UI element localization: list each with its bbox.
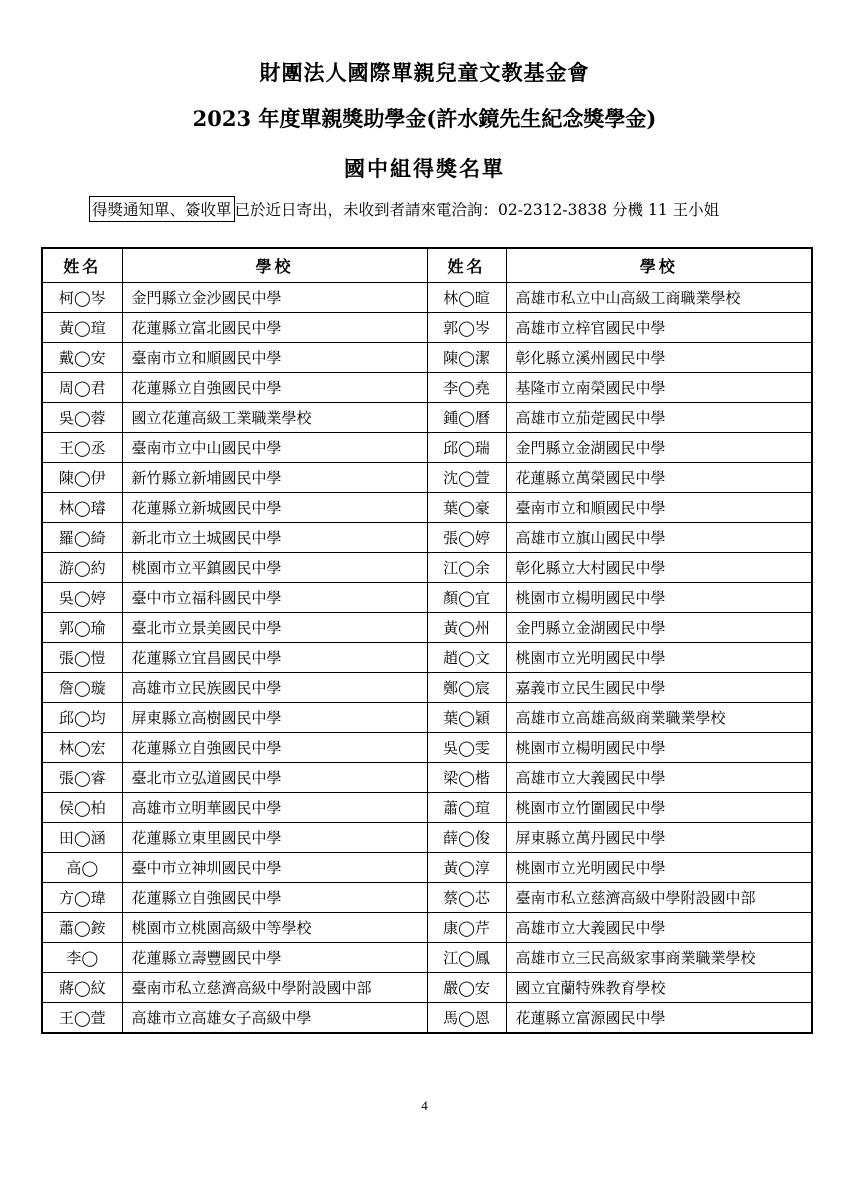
student-name-cell: 黃◯州 (427, 613, 506, 643)
school-cell: 花蓮縣立萬榮國民中學 (506, 463, 812, 493)
header-name-1: 姓名 (42, 248, 122, 283)
table-row (42, 463, 812, 493)
school-cell: 高雄市立高雄高級商業職業學校 (506, 703, 812, 733)
student-name-cell: 王◯萱 (42, 1003, 122, 1034)
student-name-cell: 郭◯瑜 (42, 613, 122, 643)
table-row (42, 493, 812, 523)
school-cell: 花蓮縣立自強國民中學 (122, 883, 427, 913)
student-name-cell: 田◯涵 (42, 823, 122, 853)
student-name-cell: 葉◯豪 (427, 493, 506, 523)
student-name-cell: 柯◯岑 (42, 283, 122, 313)
table-row (42, 613, 812, 643)
student-name-cell: 鄭◯宸 (427, 673, 506, 703)
school-cell: 國立宜蘭特殊教育學校 (506, 973, 812, 1003)
student-name-cell: 江◯余 (427, 553, 506, 583)
school-cell: 高雄市立高雄女子高級中學 (122, 1003, 427, 1034)
student-name-cell: 邱◯均 (42, 703, 122, 733)
notice-boxed-text: 得獎通知單、簽收單 (89, 196, 235, 222)
student-name-cell: 顏◯宜 (427, 583, 506, 613)
school-cell: 桃園市立平鎮國民中學 (122, 553, 427, 583)
student-name-cell: 江◯鳳 (427, 943, 506, 973)
school-cell: 國立花蓮高級工業職業學校 (122, 403, 427, 433)
page-number: 4 (421, 1098, 428, 1113)
school-cell: 高雄市立旗山國民中學 (506, 523, 812, 553)
awardee-table (41, 247, 813, 1034)
school-cell: 花蓮縣立宜昌國民中學 (122, 643, 427, 673)
table-row (42, 763, 812, 793)
student-name-cell: 蕭◯瑄 (427, 793, 506, 823)
student-name-cell: 羅◯綺 (42, 523, 122, 553)
school-cell: 彰化縣立大村國民中學 (506, 553, 812, 583)
school-cell: 花蓮縣立富源國民中學 (506, 1003, 812, 1034)
student-name-cell: 李◯堯 (427, 373, 506, 403)
student-name-cell: 高◯ (42, 853, 122, 883)
school-cell: 花蓮縣立東里國民中學 (122, 823, 427, 853)
student-name-cell: 林◯宏 (42, 733, 122, 763)
student-name-cell: 張◯愷 (42, 643, 122, 673)
school-cell: 桃園市立光明國民中學 (506, 853, 812, 883)
student-name-cell: 林◯璿 (42, 493, 122, 523)
header-school-1: 學校 (122, 248, 427, 283)
school-cell: 桃園市立光明國民中學 (506, 643, 812, 673)
student-name-cell: 吳◯蓉 (42, 403, 122, 433)
school-cell: 臺南市立和順國民中學 (506, 493, 812, 523)
table-row (42, 433, 812, 463)
table-row (42, 673, 812, 703)
school-cell: 臺南市立中山國民中學 (122, 433, 427, 463)
school-cell: 臺南市私立慈濟高級中學附設國中部 (506, 883, 812, 913)
school-cell: 花蓮縣立自強國民中學 (122, 373, 427, 403)
table-row (42, 943, 812, 973)
school-cell: 花蓮縣立新城國民中學 (122, 493, 427, 523)
table-row (42, 553, 812, 583)
school-cell: 桃園市立桃園高級中等學校 (122, 913, 427, 943)
student-name-cell: 葉◯穎 (427, 703, 506, 733)
student-name-cell: 王◯丞 (42, 433, 122, 463)
table-row (42, 283, 812, 313)
student-name-cell: 郭◯岑 (427, 313, 506, 343)
school-cell: 高雄市立民族國民中學 (122, 673, 427, 703)
student-name-cell: 周◯君 (42, 373, 122, 403)
table-row (42, 853, 812, 883)
student-name-cell: 鍾◯曆 (427, 403, 506, 433)
student-name-cell: 侯◯柏 (42, 793, 122, 823)
school-cell: 臺中市立福科國民中學 (122, 583, 427, 613)
school-cell: 彰化縣立溪州國民中學 (506, 343, 812, 373)
school-cell: 高雄市立大義國民中學 (506, 913, 812, 943)
table-row (42, 793, 812, 823)
table-row (42, 973, 812, 1003)
school-cell: 花蓮縣立富北國民中學 (122, 313, 427, 343)
student-name-cell: 沈◯萱 (427, 463, 506, 493)
table-row (42, 583, 812, 613)
school-cell: 桃園市立竹圍國民中學 (506, 793, 812, 823)
school-cell: 臺南市立和順國民中學 (122, 343, 427, 373)
notice-line (89, 196, 719, 222)
student-name-cell: 趙◯文 (427, 643, 506, 673)
student-name-cell: 嚴◯安 (427, 973, 506, 1003)
table-row (42, 373, 812, 403)
school-cell: 高雄市立三民高級家事商業職業學校 (506, 943, 812, 973)
student-name-cell: 黃◯瑄 (42, 313, 122, 343)
list-title: 國中組得獎名單 (344, 156, 505, 181)
student-name-cell: 詹◯璇 (42, 673, 122, 703)
school-cell: 臺中市立神圳國民中學 (122, 853, 427, 883)
student-name-cell: 黃◯淳 (427, 853, 506, 883)
table-row (42, 403, 812, 433)
school-cell: 桃園市立楊明國民中學 (506, 733, 812, 763)
school-cell: 新北市立土城國民中學 (122, 523, 427, 553)
scholarship-title: 2023 年度單親獎助學金(許水鏡先生紀念獎學金) (192, 106, 657, 131)
student-name-cell: 薛◯俊 (427, 823, 506, 853)
student-name-cell: 蕭◯銨 (42, 913, 122, 943)
table-header-row (42, 248, 812, 283)
table-row (42, 1003, 812, 1034)
school-cell: 金門縣立金湖國民中學 (506, 433, 812, 463)
school-cell: 高雄市立明華國民中學 (122, 793, 427, 823)
student-name-cell: 蔡◯芯 (427, 883, 506, 913)
student-name-cell: 陳◯潔 (427, 343, 506, 373)
school-cell: 屏東縣立萬丹國民中學 (506, 823, 812, 853)
student-name-cell: 林◯暄 (427, 283, 506, 313)
student-name-cell: 李◯ (42, 943, 122, 973)
table-row (42, 643, 812, 673)
table-row (42, 733, 812, 763)
table-row (42, 913, 812, 943)
org-title: 財團法人國際單親兒童文教基金會 (259, 60, 590, 85)
student-name-cell: 陳◯伊 (42, 463, 122, 493)
student-name-cell: 張◯婷 (427, 523, 506, 553)
student-name-cell: 蔣◯紋 (42, 973, 122, 1003)
school-cell: 嘉義市立民生國民中學 (506, 673, 812, 703)
table-row (42, 523, 812, 553)
student-name-cell: 馬◯恩 (427, 1003, 506, 1034)
table-row (42, 883, 812, 913)
school-cell: 金門縣立金沙國民中學 (122, 283, 427, 313)
table-body (42, 283, 812, 1034)
student-name-cell: 邱◯瑞 (427, 433, 506, 463)
header-name-2: 姓名 (427, 248, 506, 283)
school-cell: 基隆市立南榮國民中學 (506, 373, 812, 403)
student-name-cell: 游◯約 (42, 553, 122, 583)
school-cell: 高雄市私立中山高級工商職業學校 (506, 283, 812, 313)
student-name-cell: 吳◯婷 (42, 583, 122, 613)
school-cell: 花蓮縣立自強國民中學 (122, 733, 427, 763)
student-name-cell: 張◯睿 (42, 763, 122, 793)
school-cell: 高雄市立梓官國民中學 (506, 313, 812, 343)
student-name-cell: 戴◯安 (42, 343, 122, 373)
school-cell: 金門縣立金湖國民中學 (506, 613, 812, 643)
table-row (42, 343, 812, 373)
school-cell: 臺北市立景美國民中學 (122, 613, 427, 643)
table-row (42, 703, 812, 733)
student-name-cell: 方◯瑋 (42, 883, 122, 913)
school-cell: 花蓮縣立壽豐國民中學 (122, 943, 427, 973)
student-name-cell: 康◯芹 (427, 913, 506, 943)
student-name-cell: 梁◯楷 (427, 763, 506, 793)
header-school-2: 學校 (506, 248, 812, 283)
school-cell: 高雄市立大義國民中學 (506, 763, 812, 793)
school-cell: 新竹縣立新埔國民中學 (122, 463, 427, 493)
notice-text: 已於近日寄出，未收到者請來電洽詢：02-2312-3838 分機 11 王小姐 (234, 201, 720, 219)
school-cell: 桃園市立楊明國民中學 (506, 583, 812, 613)
table-row (42, 823, 812, 853)
school-cell: 臺南市私立慈濟高級中學附設國中部 (122, 973, 427, 1003)
student-name-cell: 吳◯雯 (427, 733, 506, 763)
school-cell: 臺北市立弘道國民中學 (122, 763, 427, 793)
school-cell: 高雄市立茄萣國民中學 (506, 403, 812, 433)
school-cell: 屏東縣立高樹國民中學 (122, 703, 427, 733)
table-row (42, 313, 812, 343)
